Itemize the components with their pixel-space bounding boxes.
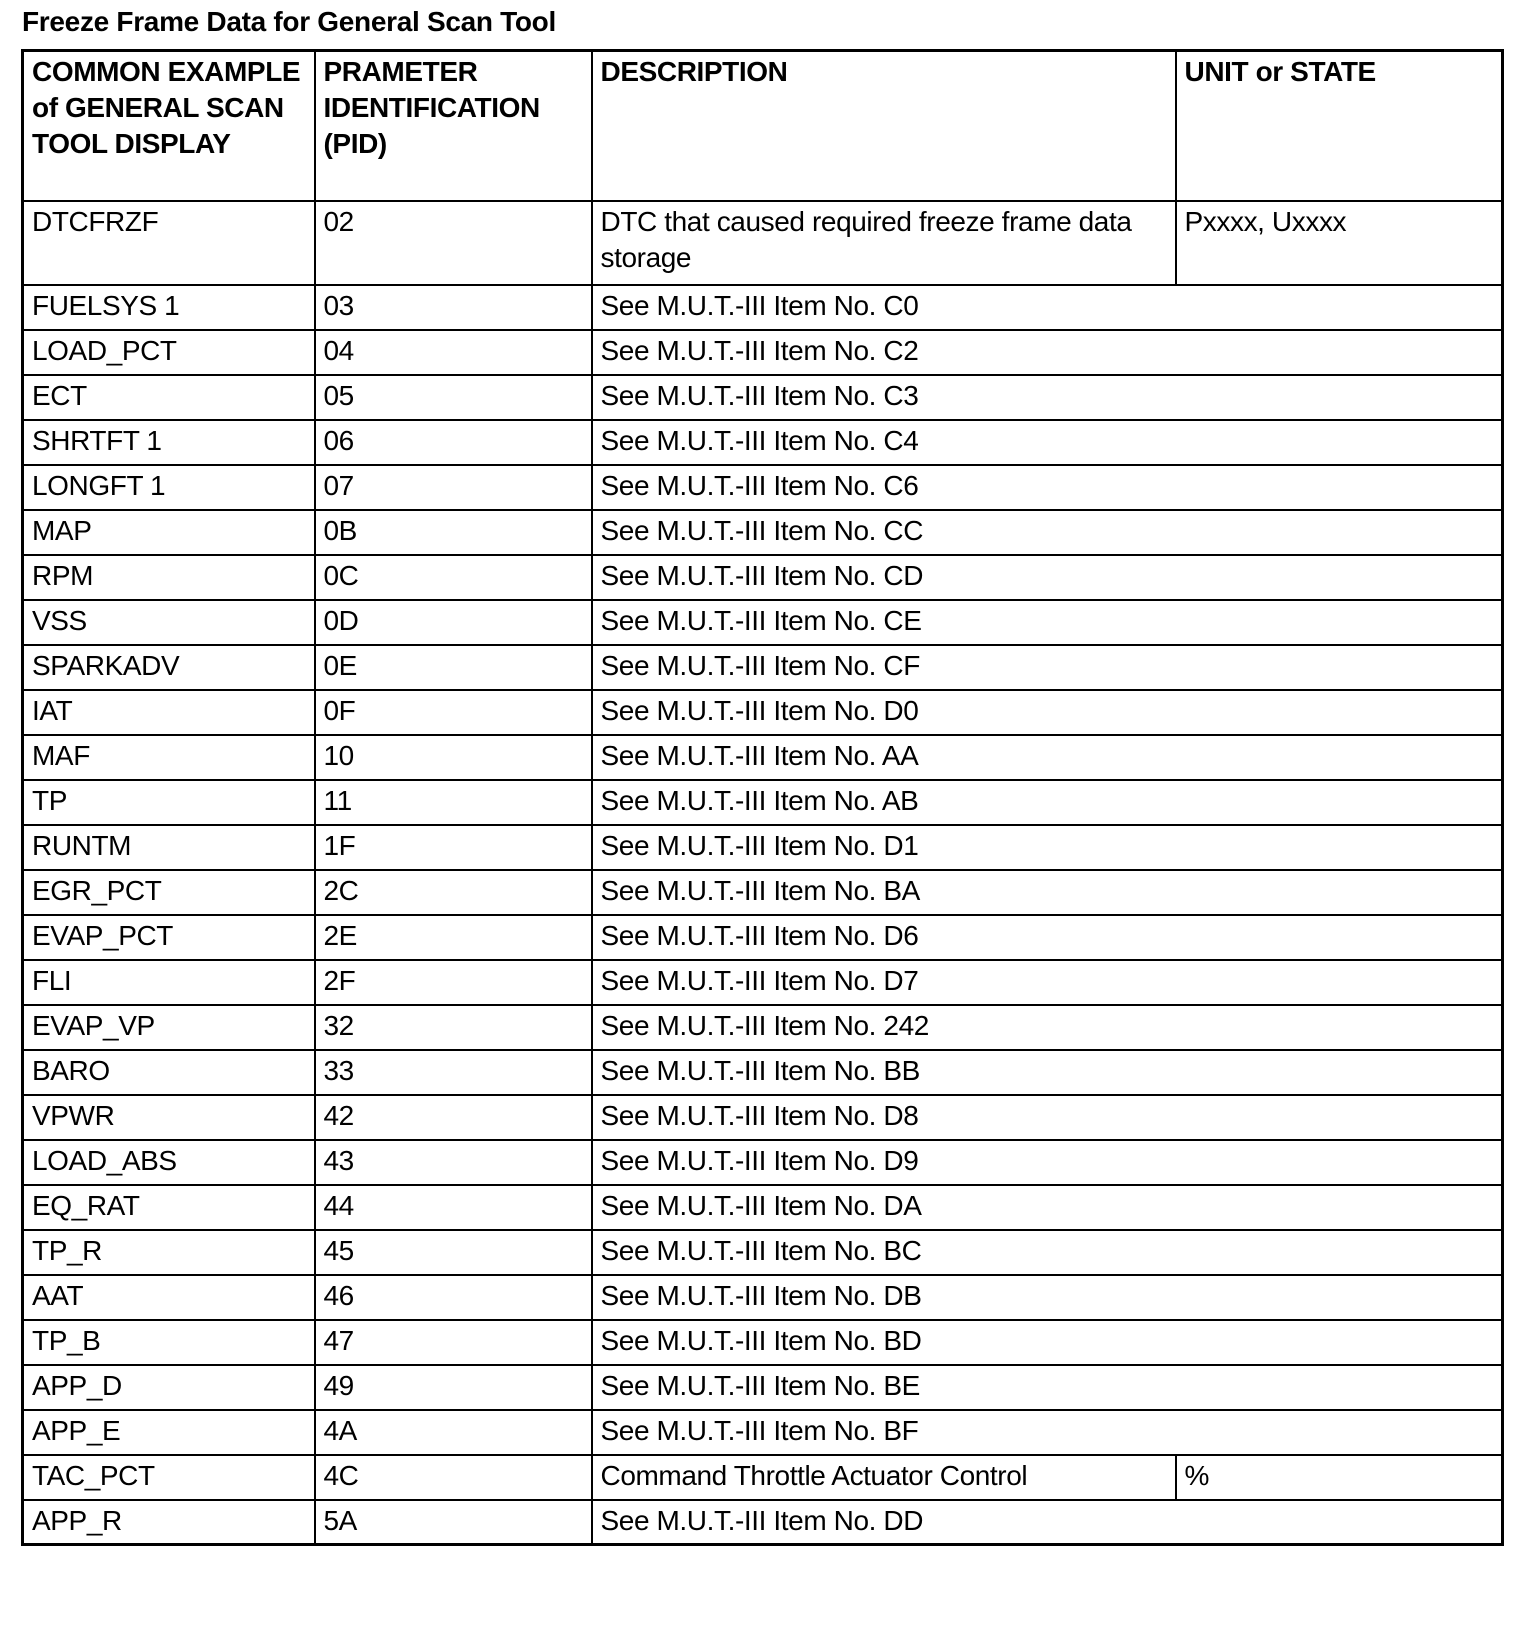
cell-description: See M.U.T.-III Item No. C6 [592,465,1503,510]
cell-description: See M.U.T.-III Item No. D9 [592,1140,1503,1185]
cell-description: See M.U.T.-III Item No. BC [592,1230,1503,1275]
cell-pid: 0B [315,510,592,555]
cell-scan-tool-display: TAC_PCT [23,1455,315,1500]
table-row [23,915,1503,960]
table-row [23,1230,1503,1275]
freeze-frame-table [21,49,1504,1546]
cell-description: See M.U.T.-III Item No. DA [592,1185,1503,1230]
cell-pid: 5A [315,1500,592,1545]
cell-description: See M.U.T.-III Item No. D8 [592,1095,1503,1140]
cell-scan-tool-display: APP_E [23,1410,315,1455]
table-row [23,1320,1503,1365]
cell-scan-tool-display: SPARKADV [23,645,315,690]
table-row [23,1050,1503,1095]
cell-pid: 43 [315,1140,592,1185]
cell-description: DTC that caused required freeze frame data storage [592,201,1176,285]
cell-pid: 06 [315,420,592,465]
header-scan-tool-display: COMMON EXAMPLE of GENERAL SCAN TOOL DISPLAY [23,51,315,201]
cell-scan-tool-display: VSS [23,600,315,645]
document-title: Freeze Frame Data for General Scan Tool [22,6,556,37]
table-row [23,465,1503,510]
cell-scan-tool-display: APP_R [23,1500,315,1545]
cell-pid: 04 [315,330,592,375]
table-row [23,1005,1503,1050]
cell-pid: 33 [315,1050,592,1095]
cell-scan-tool-display: TP_B [23,1320,315,1365]
cell-scan-tool-display: ECT [23,375,315,420]
cell-pid: 0C [315,555,592,600]
cell-description: See M.U.T.-III Item No. AB [592,780,1503,825]
cell-description: See M.U.T.-III Item No. DD [592,1500,1503,1545]
cell-unit-or-state: % [1176,1455,1503,1500]
cell-description: See M.U.T.-III Item No. BD [592,1320,1503,1365]
table-row [23,1140,1503,1185]
cell-pid: 4C [315,1455,592,1500]
cell-pid: 05 [315,375,592,420]
header-pid: PRAMETER IDENTIFICATION (PID) [315,51,592,201]
cell-scan-tool-display: EGR_PCT [23,870,315,915]
cell-scan-tool-display: RPM [23,555,315,600]
cell-description: See M.U.T.-III Item No. D7 [592,960,1503,1005]
table-row [23,870,1503,915]
table-row [23,645,1503,690]
table-row [23,1500,1503,1545]
table-row [23,420,1503,465]
cell-pid: 47 [315,1320,592,1365]
table-row [23,960,1503,1005]
cell-scan-tool-display: TP_R [23,1230,315,1275]
cell-scan-tool-display: RUNTM [23,825,315,870]
table-row [23,690,1503,735]
cell-pid: 03 [315,285,592,330]
cell-pid: 10 [315,735,592,780]
table-row [23,330,1503,375]
cell-description: See M.U.T.-III Item No. C0 [592,285,1503,330]
cell-scan-tool-display: DTCFRZF [23,201,315,285]
cell-scan-tool-display: VPWR [23,1095,315,1140]
cell-description: See M.U.T.-III Item No. AA [592,735,1503,780]
table-row [23,1455,1503,1500]
cell-unit-or-state: Pxxxx, Uxxxx [1176,201,1503,285]
cell-description: See M.U.T.-III Item No. 242 [592,1005,1503,1050]
table-row [23,1365,1503,1410]
cell-description: See M.U.T.-III Item No. CF [592,645,1503,690]
header-unit-or-state: UNIT or STATE [1176,51,1503,201]
cell-pid: 2E [315,915,592,960]
cell-pid: 1F [315,825,592,870]
table-row [23,1410,1503,1455]
cell-description: See M.U.T.-III Item No. D1 [592,825,1503,870]
cell-scan-tool-display: BARO [23,1050,315,1095]
table-row [23,735,1503,780]
cell-pid: 32 [315,1005,592,1050]
cell-scan-tool-display: MAF [23,735,315,780]
cell-description: See M.U.T.-III Item No. BE [592,1365,1503,1410]
cell-description: Command Throttle Actuator Control [592,1455,1176,1500]
cell-pid: 2C [315,870,592,915]
cell-description: See M.U.T.-III Item No. DB [592,1275,1503,1320]
cell-description: See M.U.T.-III Item No. CD [592,555,1503,600]
cell-scan-tool-display: AAT [23,1275,315,1320]
cell-pid: 02 [315,201,592,285]
cell-scan-tool-display: EVAP_PCT [23,915,315,960]
table-header-row [23,51,1503,201]
table-row [23,201,1503,285]
table-row [23,825,1503,870]
cell-description: See M.U.T.-III Item No. C3 [592,375,1503,420]
cell-scan-tool-display: SHRTFT 1 [23,420,315,465]
cell-description: See M.U.T.-III Item No. D6 [592,915,1503,960]
cell-pid: 45 [315,1230,592,1275]
cell-pid: 0F [315,690,592,735]
cell-description: See M.U.T.-III Item No. CE [592,600,1503,645]
cell-scan-tool-display: FUELSYS 1 [23,285,315,330]
cell-pid: 0D [315,600,592,645]
table-row [23,510,1503,555]
table-row [23,285,1503,330]
cell-scan-tool-display: TP [23,780,315,825]
cell-pid: 46 [315,1275,592,1320]
cell-description: See M.U.T.-III Item No. D0 [592,690,1503,735]
cell-scan-tool-display: LOAD_PCT [23,330,315,375]
cell-pid: 44 [315,1185,592,1230]
cell-description: See M.U.T.-III Item No. C2 [592,330,1503,375]
table-row [23,1275,1503,1320]
cell-description: See M.U.T.-III Item No. BA [592,870,1503,915]
cell-pid: 0E [315,645,592,690]
cell-description: See M.U.T.-III Item No. BB [592,1050,1503,1095]
table-body [23,201,1503,1545]
cell-scan-tool-display: FLI [23,960,315,1005]
cell-scan-tool-display: IAT [23,690,315,735]
cell-scan-tool-display: MAP [23,510,315,555]
table-row [23,1095,1503,1140]
cell-pid: 49 [315,1365,592,1410]
cell-description: See M.U.T.-III Item No. CC [592,510,1503,555]
cell-pid: 2F [315,960,592,1005]
table-row [23,375,1503,420]
cell-scan-tool-display: EQ_RAT [23,1185,315,1230]
cell-scan-tool-display: LONGFT 1 [23,465,315,510]
table-row [23,555,1503,600]
table-row [23,600,1503,645]
header-description: DESCRIPTION [592,51,1176,201]
cell-description: See M.U.T.-III Item No. BF [592,1410,1503,1455]
cell-scan-tool-display: LOAD_ABS [23,1140,315,1185]
cell-scan-tool-display: EVAP_VP [23,1005,315,1050]
cell-description: See M.U.T.-III Item No. C4 [592,420,1503,465]
cell-pid: 42 [315,1095,592,1140]
cell-scan-tool-display: APP_D [23,1365,315,1410]
table-row [23,780,1503,825]
cell-pid: 11 [315,780,592,825]
cell-pid: 07 [315,465,592,510]
table-row [23,1185,1503,1230]
cell-pid: 4A [315,1410,592,1455]
